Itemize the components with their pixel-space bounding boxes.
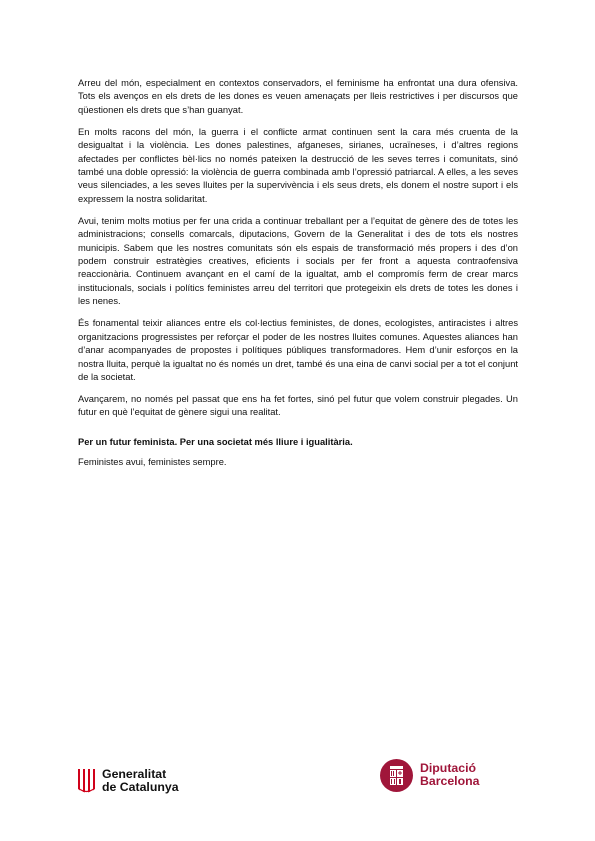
closing-line: Feministes avui, feministes sempre.: [78, 456, 227, 467]
paragraph: Arreu del món, especialment en contextos conservadors, el feminisme ha enfrontat una dura ofensiva. Tots els avenços en els drets de les dones es veuen amenaçats per lleis restrictives i per discursos que qüestionen els drets que s’han guanyat.: [78, 78, 518, 115]
paragraph: És fonamental teixir aliances entre els col·lectius feministes, de dones, ecologistes, antiracistes i altres organitzacions progressistes per reforçar el poder de les nostres lluites comunes. Aquestes aliances han d’anar acompanyades de propostes i polítiques públiques transformadores. Hem d’unir esforços en la nostra lluita, perquè la igualtat no és només un dret, també és una eina de canvi social per a tot el conjunt de la societat.: [78, 318, 518, 382]
paragraph: En molts racons del món, la guerra i el conflicte armat continuen sent la cara més cruenta de la desigualtat i la violència. Les dones palestines, afganeses, sirianes, ucraïneses, i d’altres regions afectades per conflictes bèl·lics no només pateixen la destrucció de les seves terres i comunitats, sinó també una doble opressió: la violència de guerra combinada amb l’opressió patriarcal. A elles, a les seves veus silenciades, a les seves lluites per la supervivència i els seus drets, els donem el nostre suport i els expressem la nostra solidaritat.: [78, 126, 518, 204]
slogan: Per un futur feminista. Per una societat més lliure i igualitària.: [78, 436, 353, 447]
diputacio-name-line1: Diputació: [420, 760, 477, 775]
diputacio-name-line2: Barcelona: [420, 774, 480, 788]
generalitat-logo: [78, 767, 179, 795]
diputacio-logo: [380, 758, 479, 792]
paragraph: Avui, tenim molts motius per fer una crida a continuar treballant per a l’equitat de gènere des de totes les administracions; consells comarcals, diputacions, Govern de la Generalitat i des de tots els nostres municipis. Sabem que les nostres comunitats són els espais de transformació més propers i des d’on podem construir estratègies creatives, eficients i socials per fer front a aquesta contraofensiva reaccionària. Continuem avançant en el camí de la igualtat, amb el compromís ferm de crear marcs institucionals, socials i polítics feministes arreu del territori que protegeixin els drets de totes les dones i les nenes.: [78, 215, 518, 307]
letter-body: [78, 77, 518, 469]
generalitat-name-line1: Generalitat: [102, 767, 167, 781]
catalan-flag-icon: [78, 769, 95, 793]
diputacio-shield-icon: [380, 759, 413, 792]
paragraph: Avançarem, no només pel passat que ens ha fet fortes, sinó pel futur que volem construir plegades. Un futur en què l’equitat de gènere sigui una realitat.: [78, 393, 518, 418]
generalitat-name-line2: de Catalunya: [102, 780, 179, 794]
